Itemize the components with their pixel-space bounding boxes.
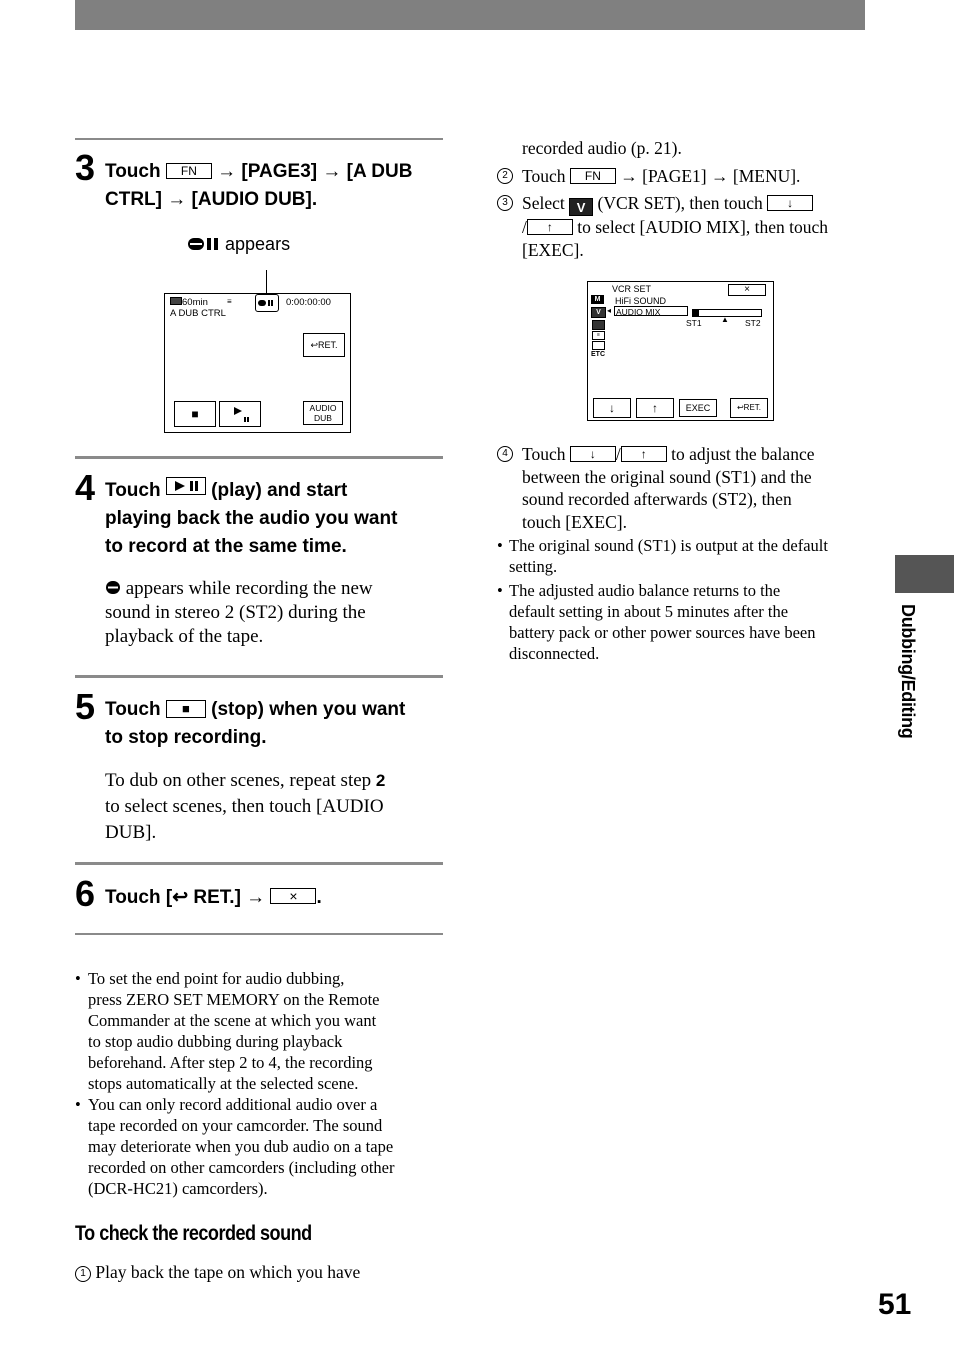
step-number: 3: [75, 147, 96, 188]
circled-number: 4: [497, 446, 513, 462]
divider: [75, 862, 443, 865]
up-arrow-key: ↑: [527, 219, 573, 235]
notes-left: [75, 968, 445, 1199]
circled-number: 1: [75, 1266, 91, 1282]
tape-remaining: 60min: [170, 297, 208, 308]
menu-title: VCR SET: [612, 284, 652, 294]
step-3-heading: Touch FN → [PAGE3] → [A DUB CTRL] → [AUDIO DUB].: [105, 161, 413, 210]
return-icon: ↩: [736, 403, 744, 412]
adub-pause-indicator: [255, 294, 279, 312]
up-button[interactable]: ↑: [636, 398, 674, 418]
stop-icon: ■: [191, 407, 199, 421]
stop-icon: ■: [181, 701, 190, 716]
check-item-4: 4 Touch ↓ / ↑ to adjust the balance between the original sound (ST1) and the sound recorded afterwards (ST2), then touch [EXEC].: [497, 443, 867, 533]
close-key: [270, 888, 316, 904]
vcr-set-icon: V: [591, 307, 606, 318]
return-icon: ↩: [172, 887, 189, 908]
section-heading: To check the recorded sound: [75, 1222, 312, 1245]
setup-menu-icon: ≡: [592, 331, 605, 340]
close-button[interactable]: [728, 284, 766, 296]
note-item: • The adjusted audio balance returns to the default setting in about 5 minutes after the battery pack or other power sources have been disconnected.: [497, 581, 816, 663]
close-icon: ×: [744, 284, 750, 295]
notes-right: [497, 535, 869, 664]
check-item-1: 1 Play back the tape on which you have: [75, 1261, 360, 1284]
callout: appears: [188, 234, 290, 255]
mode-label: A DUB CTRL: [170, 308, 226, 319]
page-number: 51: [878, 1288, 912, 1321]
fn-button: FN: [166, 163, 212, 179]
down-arrow-key: ↓: [767, 195, 813, 211]
stop-key: [166, 700, 206, 718]
close-icon: ×: [289, 888, 298, 904]
step-5-heading: Touch ■ (stop) when you want to stop recording.: [105, 699, 406, 748]
adub-record-icon: [105, 578, 121, 593]
up-arrow-key: ↑: [621, 446, 667, 462]
lcd-menu-icon: [592, 341, 605, 350]
play-button: [166, 477, 206, 495]
return-icon: ↩: [310, 340, 319, 350]
ret-button[interactable]: ↩RET.: [730, 398, 768, 418]
step-4-heading: Touch (play) and start playing back the audio you want to record at the same time.: [105, 477, 397, 561]
audio-dub-pause-icon: [188, 235, 220, 248]
check-item-3: 3 Select V (VCR SET), then touch ↓ / ↑ to select [AUDIO MIX], then touch [EXEC].: [497, 192, 867, 261]
etc-menu-icon: ETC: [591, 351, 605, 358]
circled-number: 2: [497, 168, 513, 184]
step-6-heading: Touch [↩ RET.] → × .: [105, 887, 322, 908]
step-5-body: To dub on other scenes, repeat step 2 to select scenes, then touch [AUDIO DUB].: [105, 770, 386, 843]
exec-button[interactable]: EXEC: [679, 399, 717, 417]
divider: [75, 456, 443, 459]
circled-number: 3: [497, 195, 513, 211]
camera-menu-icon: M: [591, 295, 604, 304]
side-label: Dubbing/Editing: [898, 604, 918, 739]
balance-slider-fill: [693, 310, 699, 316]
divider: [75, 933, 443, 935]
divider: [75, 675, 443, 678]
menu-row-audio-mix[interactable]: AUDIO MIX: [614, 306, 688, 316]
down-button[interactable]: ↓: [593, 398, 631, 418]
side-label-wrap: [898, 604, 920, 744]
menu-row-hifi: HiFi SOUND: [615, 296, 666, 306]
tape-menu-icon: [592, 320, 605, 330]
caret-icon: ▲: [721, 315, 729, 324]
header-bar: [75, 0, 865, 30]
time-counter: 0:00:00:00: [286, 297, 331, 308]
step-number: 4: [75, 467, 96, 508]
mic-icon: ≡: [227, 297, 232, 306]
pointer-icon: ◂: [607, 306, 612, 315]
stop-button[interactable]: [174, 401, 216, 427]
step-number: 6: [75, 873, 96, 914]
note-item: • You can only record additional audio over a tape recorded on your camcorder. The sound may deteriorate when you dub audio on a tape recorded on other camcorders (including other (DCR-HC21) camcorders).: [75, 1095, 395, 1198]
audio-dub-button[interactable]: AUDIO DUB: [303, 401, 343, 425]
st1-label: ST1: [686, 318, 702, 328]
lcd-screen-vcr-set: [587, 281, 774, 421]
check-item-1-cont: recorded audio (p. 21).: [522, 138, 682, 158]
play-pause-button[interactable]: [219, 401, 261, 427]
check-item-2: 2 Touch FN → [PAGE1] → [MENU].: [497, 165, 867, 188]
vcr-set-icon: V: [569, 198, 593, 216]
st2-label: ST2: [745, 318, 761, 328]
ret-button[interactable]: ↩RET.: [303, 333, 345, 357]
side-tab: [895, 555, 954, 593]
fn-button: FN: [570, 168, 616, 184]
note-item: • The original sound (ST1) is output at the default setting.: [497, 536, 828, 576]
down-arrow-key: ↓: [570, 446, 616, 462]
step-number: 5: [75, 686, 96, 727]
step-4-body: appears while recording the new sound in stereo 2 (ST2) during the playback of the tape.: [105, 578, 373, 647]
divider: [75, 138, 443, 140]
note-item: • To set the end point for audio dubbing, press ZERO SET MEMORY on the Remote Commander at the scene at which you want to stop audio dubbing during playback beforehand. After step 2 to 4, the recording stops automatically at the selected scene.: [75, 969, 380, 1093]
lcd-screen-adub: [164, 293, 351, 433]
cassette-icon: [170, 297, 182, 305]
check-steps: [497, 137, 867, 261]
play-pause-icon: [220, 402, 260, 426]
